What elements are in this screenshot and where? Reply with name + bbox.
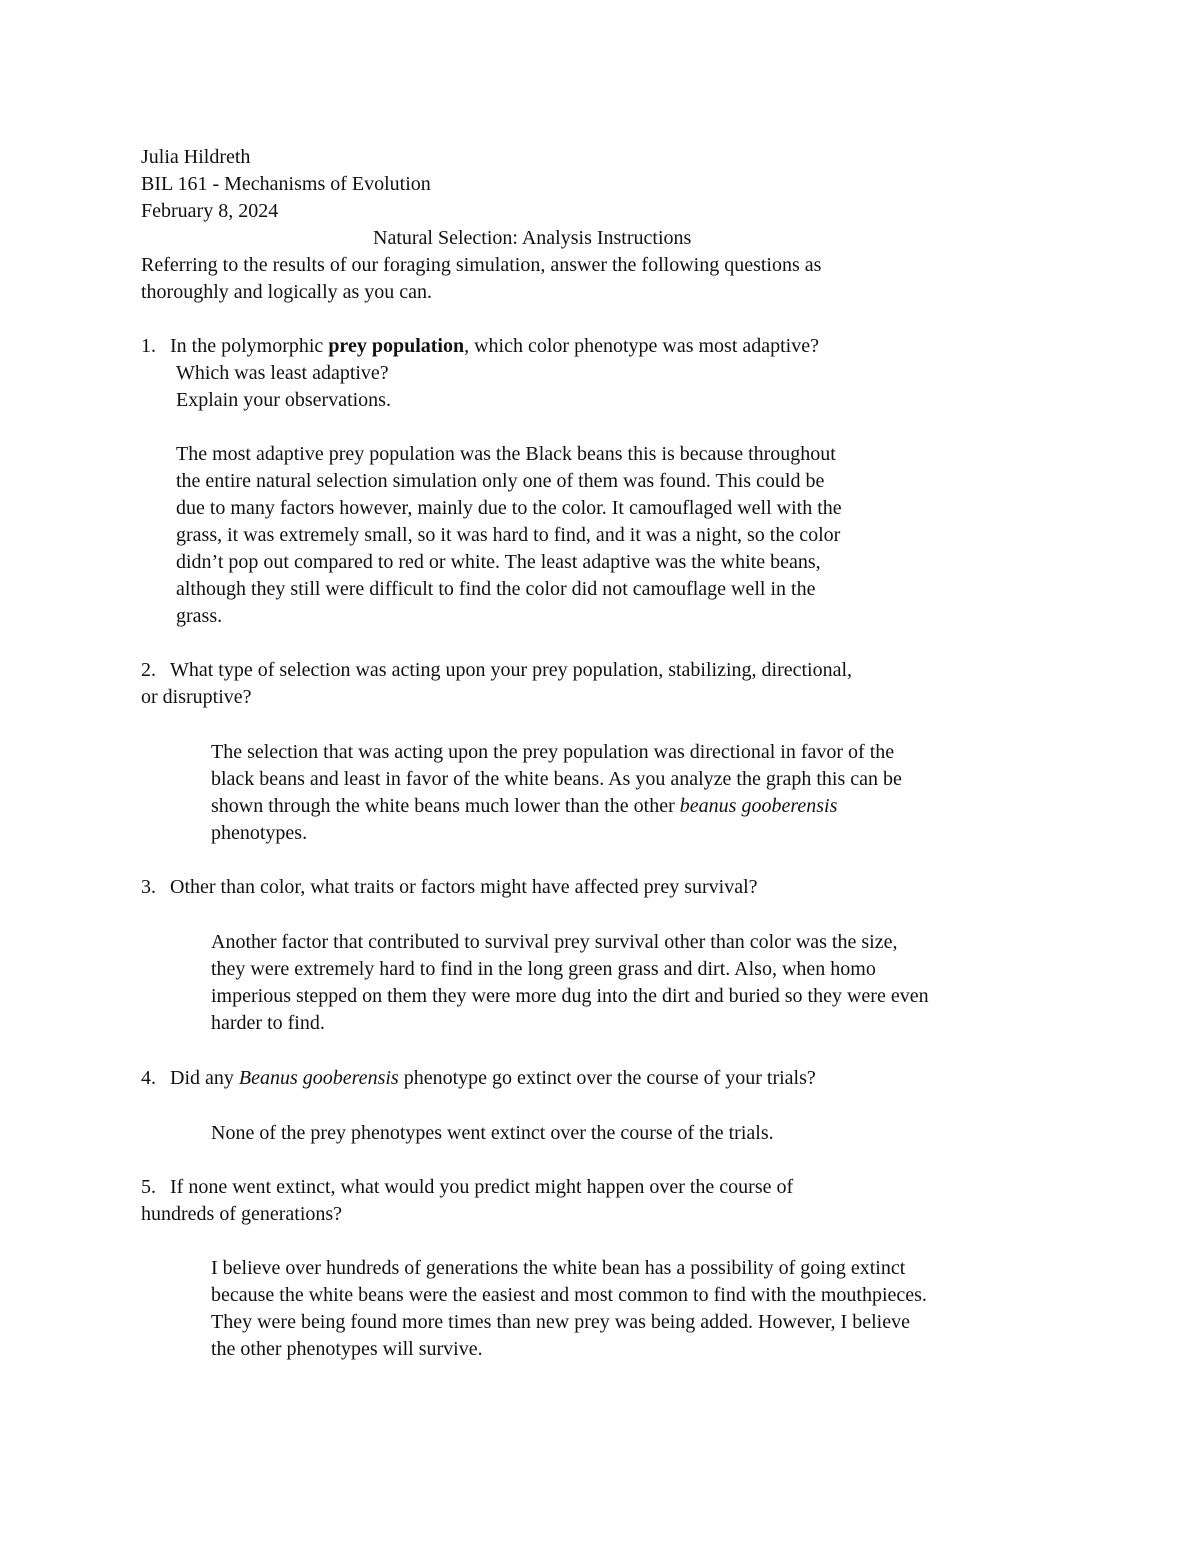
answer-2-line: phenotypes. — [211, 822, 308, 844]
answer-1-line: The most adaptive prey population was the Black beans this is because throughout — [176, 443, 836, 465]
question-2-line-2: or disruptive? — [141, 686, 252, 708]
question-text: Did any — [170, 1067, 239, 1089]
question-bold-term: prey population — [328, 335, 465, 357]
answer-5-line: They were being found more times than new prey was being added. However, I believe — [211, 1311, 910, 1333]
answer-5-line: the other phenotypes will survive. — [211, 1338, 483, 1360]
question-number: 5. — [141, 1176, 156, 1198]
answer-1-line: grass, it was extremely small, so it was hard to find, and it was a night, so the color — [176, 524, 841, 546]
species-name: Beanus gooberensis — [238, 1067, 399, 1089]
course-name: BIL 161 - Mechanisms of Evolution — [141, 173, 431, 195]
question-text: What type of selection was acting upon your prey population, stabilizing, directional, — [170, 659, 853, 681]
intro-line: Referring to the results of our foraging simulation, answer the following questions as — [141, 254, 822, 276]
answer-2-line — [211, 793, 837, 820]
answer-text: shown through the white beans much lower than the other — [211, 795, 680, 817]
document-title: Natural Selection: Analysis Instructions — [373, 227, 692, 249]
answer-5-line: because the white beans were the easiest and most common to find with the mouthpieces. — [211, 1284, 927, 1306]
answer-4: None of the prey phenotypes went extinct over the course of the trials. — [211, 1122, 774, 1144]
question-4 — [141, 1065, 816, 1092]
question-5-line-2: hundreds of generations? — [141, 1203, 343, 1225]
question-text: In the polymorphic — [170, 335, 329, 357]
answer-3-line: imperious stepped on them they were more dug into the dirt and buried so they were even — [211, 985, 929, 1007]
question-text: , which color phenotype was most adaptive? — [464, 335, 819, 357]
answer-1-line: the entire natural selection simulation only one of them was found. This could be — [176, 470, 825, 492]
question-2 — [141, 657, 852, 684]
answer-2-line: The selection that was acting upon the prey population was directional in favor of the — [211, 741, 895, 763]
question-text: If none went extinct, what would you predict might happen over the course of — [170, 1176, 794, 1198]
intro-line: thoroughly and logically as you can. — [141, 281, 433, 303]
answer-3-line: they were extremely hard to find in the long green grass and dirt. Also, when homo — [211, 958, 876, 980]
answer-5-line: I believe over hundreds of generations the white bean has a possibility of going extinct — [211, 1257, 906, 1279]
question-text: phenotype go extinct over the course of your trials? — [398, 1067, 816, 1089]
question-text: Other than color, what traits or factors might have affected prey survival? — [170, 876, 758, 898]
answer-3-line: harder to find. — [211, 1012, 325, 1034]
answer-2-line: black beans and least in favor of the white beans. As you analyze the graph this can be — [211, 768, 902, 790]
question-number: 1. — [141, 335, 156, 357]
question-number: 2. — [141, 659, 156, 681]
species-name: beanus gooberensis — [679, 795, 838, 817]
answer-3-line: Another factor that contributed to survival prey survival other than color was the size, — [211, 931, 898, 953]
answer-1-line: although they still were difficult to find the color did not camouflage well in the — [176, 578, 816, 600]
answer-1-line: grass. — [176, 605, 223, 627]
question-number: 3. — [141, 876, 156, 898]
question-5 — [141, 1174, 793, 1201]
question-3 — [141, 874, 758, 901]
answer-1-line: due to many factors however, mainly due to the color. It camouflaged well with the — [176, 497, 842, 519]
question-1-line-3: Explain your observations. — [176, 389, 391, 411]
document-date: February 8, 2024 — [141, 200, 279, 222]
author-name: Julia Hildreth — [141, 146, 251, 168]
question-1 — [141, 333, 819, 360]
answer-1-line: didn’t pop out compared to red or white. The least adaptive was the white beans, — [176, 551, 821, 573]
question-number: 4. — [141, 1067, 156, 1089]
question-1-line-2: Which was least adaptive? — [176, 362, 389, 384]
